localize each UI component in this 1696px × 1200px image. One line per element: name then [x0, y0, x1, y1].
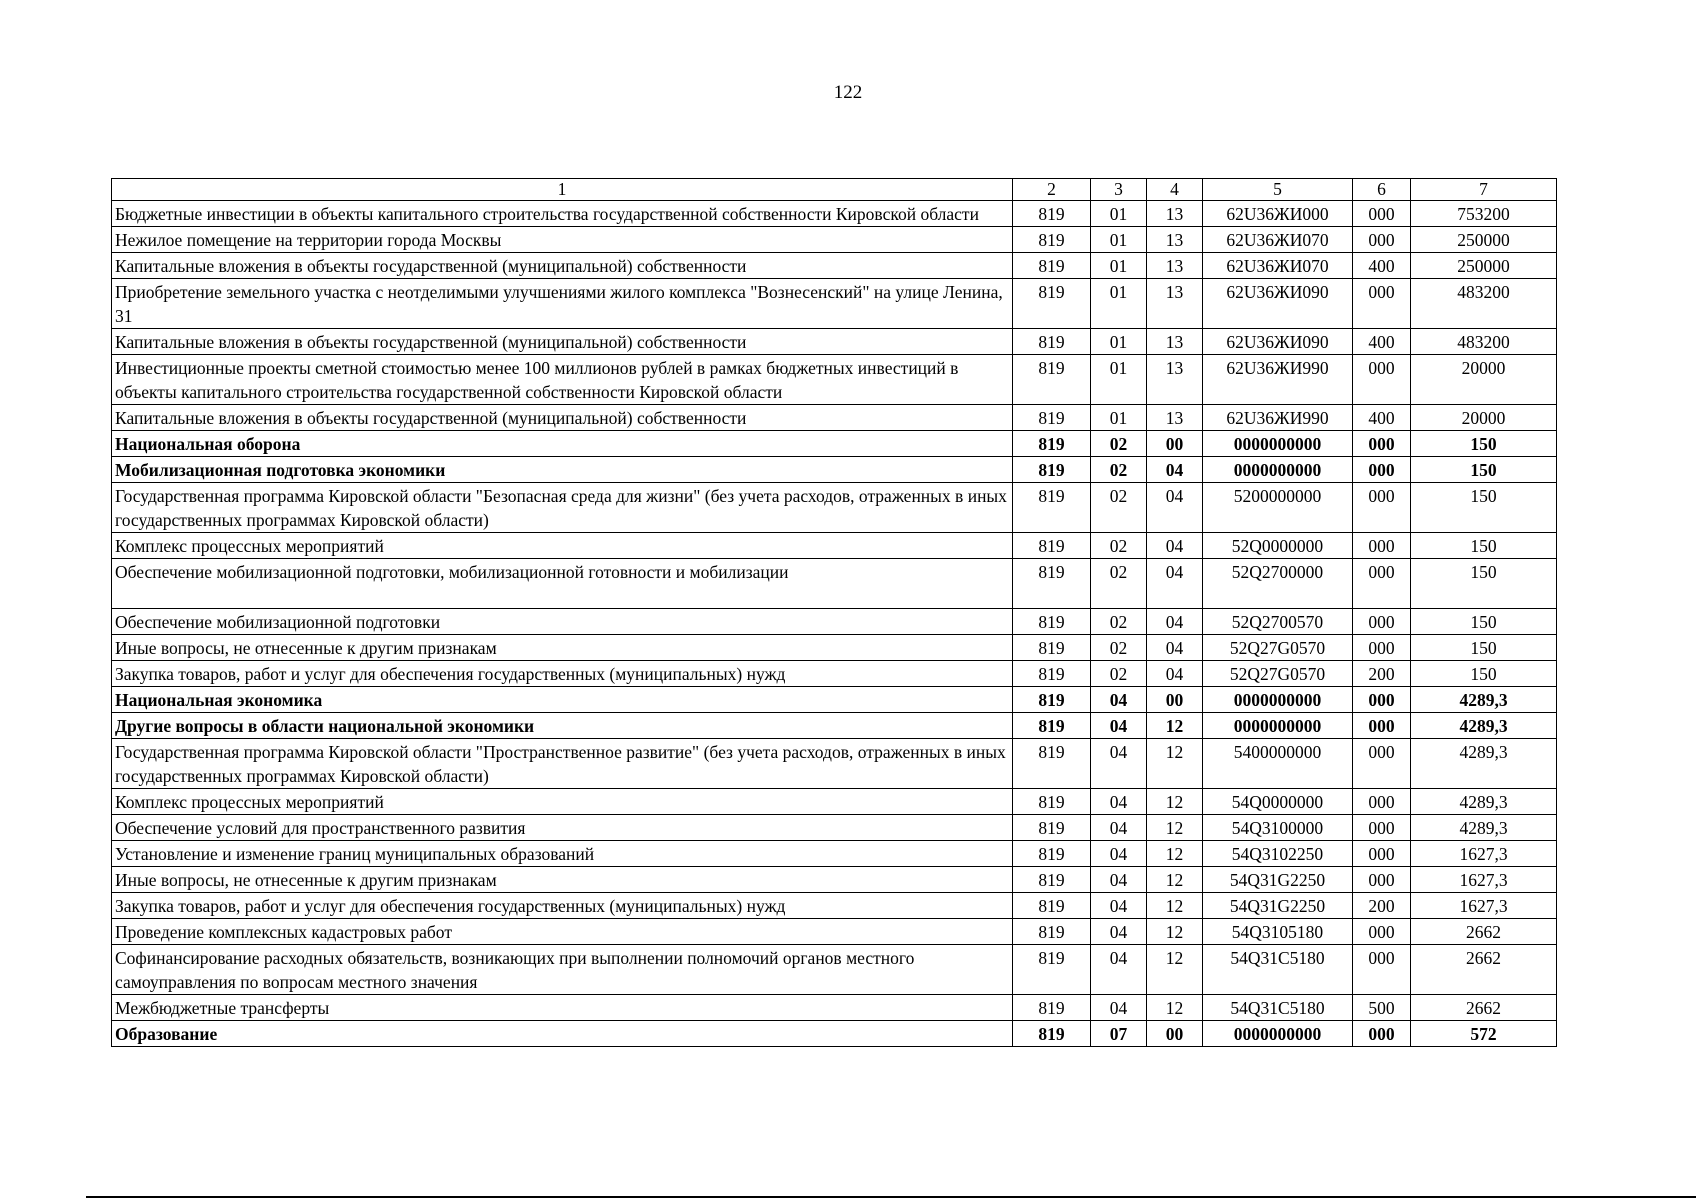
grbs-code: 819	[1013, 355, 1091, 405]
grbs-code: 819	[1013, 687, 1091, 713]
grbs-code: 819	[1013, 405, 1091, 431]
table-row	[112, 329, 1557, 355]
grbs-code: 819	[1013, 661, 1091, 687]
grbs-code: 819	[1013, 713, 1091, 739]
target-article-code: 0000000000	[1203, 1021, 1353, 1047]
row-name: Закупка товаров, работ и услуг для обеспечения государственных (муниципальных) нужд	[112, 893, 1013, 919]
section-code: 04	[1091, 867, 1147, 893]
grbs-code: 819	[1013, 789, 1091, 815]
table-row	[112, 789, 1557, 815]
column-header: 1	[112, 179, 1013, 201]
table-row	[112, 431, 1557, 457]
section-code: 01	[1091, 227, 1147, 253]
section-code: 04	[1091, 919, 1147, 945]
amount: 1627,3	[1411, 893, 1557, 919]
table-row	[112, 635, 1557, 661]
target-article-code: 54Q0000000	[1203, 789, 1353, 815]
subsection-code: 04	[1147, 483, 1203, 533]
table-row	[112, 279, 1557, 329]
target-article-code: 62U36ЖИ070	[1203, 253, 1353, 279]
target-article-code: 52Q27G0570	[1203, 661, 1353, 687]
section-code: 04	[1091, 945, 1147, 995]
section-code: 02	[1091, 431, 1147, 457]
table-row	[112, 841, 1557, 867]
expense-type-code: 000	[1353, 713, 1411, 739]
subsection-code: 04	[1147, 661, 1203, 687]
target-article-code: 54Q3105180	[1203, 919, 1353, 945]
target-article-code: 5200000000	[1203, 483, 1353, 533]
grbs-code: 819	[1013, 253, 1091, 279]
expense-type-code: 000	[1353, 279, 1411, 329]
section-code: 04	[1091, 995, 1147, 1021]
amount: 150	[1411, 661, 1557, 687]
row-name: Образование	[112, 1021, 1013, 1047]
expense-type-code: 400	[1353, 329, 1411, 355]
section-code: 02	[1091, 635, 1147, 661]
table-row	[112, 945, 1557, 995]
subsection-code: 04	[1147, 609, 1203, 635]
page-number: 122	[833, 82, 863, 103]
grbs-code: 819	[1013, 431, 1091, 457]
target-article-code: 62U36ЖИ000	[1203, 201, 1353, 227]
subsection-code: 12	[1147, 789, 1203, 815]
table-row	[112, 893, 1557, 919]
expense-type-code: 000	[1353, 431, 1411, 457]
row-name: Софинансирование расходных обязательств, возникающих при выполнении полномочий органов местного самоуправления по вопросам местного значения	[112, 945, 1013, 995]
target-article-code: 62U36ЖИ990	[1203, 355, 1353, 405]
row-name: Мобилизационная подготовка экономики	[112, 457, 1013, 483]
subsection-code: 00	[1147, 431, 1203, 457]
target-article-code: 62U36ЖИ070	[1203, 227, 1353, 253]
target-article-code: 62U36ЖИ990	[1203, 405, 1353, 431]
target-article-code: 5400000000	[1203, 739, 1353, 789]
section-code: 02	[1091, 483, 1147, 533]
row-name: Иные вопросы, не отнесенные к другим признакам	[112, 867, 1013, 893]
column-header: 6	[1353, 179, 1411, 201]
grbs-code: 819	[1013, 457, 1091, 483]
grbs-code: 819	[1013, 815, 1091, 841]
row-name: Закупка товаров, работ и услуг для обеспечения государственных (муниципальных) нужд	[112, 661, 1013, 687]
row-name: Иные вопросы, не отнесенные к другим признакам	[112, 635, 1013, 661]
grbs-code: 819	[1013, 559, 1091, 609]
subsection-code: 00	[1147, 687, 1203, 713]
table-row	[112, 713, 1557, 739]
amount: 20000	[1411, 405, 1557, 431]
subsection-code: 00	[1147, 1021, 1203, 1047]
column-header: 3	[1091, 179, 1147, 201]
expense-type-code: 400	[1353, 253, 1411, 279]
subsection-code: 13	[1147, 227, 1203, 253]
amount: 250000	[1411, 253, 1557, 279]
section-code: 04	[1091, 789, 1147, 815]
table-row	[112, 867, 1557, 893]
row-name: Национальная оборона	[112, 431, 1013, 457]
column-header: 7	[1411, 179, 1557, 201]
target-article-code: 62U36ЖИ090	[1203, 329, 1353, 355]
expense-type-code: 200	[1353, 661, 1411, 687]
section-code: 04	[1091, 739, 1147, 789]
expense-type-code: 000	[1353, 919, 1411, 945]
grbs-code: 819	[1013, 279, 1091, 329]
expense-type-code: 000	[1353, 201, 1411, 227]
section-code: 01	[1091, 279, 1147, 329]
amount: 2662	[1411, 995, 1557, 1021]
amount: 150	[1411, 635, 1557, 661]
table-row	[112, 815, 1557, 841]
target-article-code: 52Q2700570	[1203, 609, 1353, 635]
table-row	[112, 739, 1557, 789]
expense-type-code: 000	[1353, 815, 1411, 841]
grbs-code: 819	[1013, 533, 1091, 559]
amount: 2662	[1411, 919, 1557, 945]
subsection-code: 12	[1147, 841, 1203, 867]
row-name: Обеспечение мобилизационной подготовки, мобилизационной готовности и мобилизации	[112, 559, 1013, 609]
row-name: Нежилое помещение на территории города Москвы	[112, 227, 1013, 253]
subsection-code: 12	[1147, 945, 1203, 995]
section-code: 04	[1091, 841, 1147, 867]
subsection-code: 13	[1147, 201, 1203, 227]
grbs-code: 819	[1013, 609, 1091, 635]
target-article-code: 0000000000	[1203, 431, 1353, 457]
amount: 150	[1411, 533, 1557, 559]
expense-type-code: 500	[1353, 995, 1411, 1021]
target-article-code: 62U36ЖИ090	[1203, 279, 1353, 329]
table-row	[112, 253, 1557, 279]
grbs-code: 819	[1013, 1021, 1091, 1047]
grbs-code: 819	[1013, 867, 1091, 893]
grbs-code: 819	[1013, 995, 1091, 1021]
section-code: 02	[1091, 609, 1147, 635]
subsection-code: 13	[1147, 279, 1203, 329]
subsection-code: 04	[1147, 559, 1203, 609]
target-article-code: 0000000000	[1203, 687, 1353, 713]
table-row	[112, 227, 1557, 253]
grbs-code: 819	[1013, 635, 1091, 661]
expense-type-code: 000	[1353, 559, 1411, 609]
section-code: 01	[1091, 329, 1147, 355]
row-name: Инвестиционные проекты сметной стоимостью менее 100 миллионов рублей в рамках бюджетных инвестиций в объекты капитального строительства государственной собственности Кировской области	[112, 355, 1013, 405]
table-row	[112, 919, 1557, 945]
subsection-code: 12	[1147, 893, 1203, 919]
amount: 4289,3	[1411, 739, 1557, 789]
row-name: Обеспечение мобилизационной подготовки	[112, 609, 1013, 635]
row-name: Национальная экономика	[112, 687, 1013, 713]
expense-type-code: 000	[1353, 789, 1411, 815]
subsection-code: 13	[1147, 329, 1203, 355]
section-code: 02	[1091, 559, 1147, 609]
section-code: 02	[1091, 533, 1147, 559]
row-name: Межбюджетные трансферты	[112, 995, 1013, 1021]
target-article-code: 54Q31G2250	[1203, 867, 1353, 893]
section-code: 04	[1091, 815, 1147, 841]
target-article-code: 52Q2700000	[1203, 559, 1353, 609]
expense-type-code: 000	[1353, 533, 1411, 559]
budget-table	[111, 178, 1557, 1047]
row-name: Капитальные вложения в объекты государственной (муниципальной) собственности	[112, 253, 1013, 279]
amount: 20000	[1411, 355, 1557, 405]
target-article-code: 54Q31C5180	[1203, 995, 1353, 1021]
subsection-code: 12	[1147, 713, 1203, 739]
expense-type-code: 000	[1353, 867, 1411, 893]
amount: 250000	[1411, 227, 1557, 253]
expense-type-code: 000	[1353, 483, 1411, 533]
row-name: Другие вопросы в области национальной экономики	[112, 713, 1013, 739]
section-code: 01	[1091, 201, 1147, 227]
grbs-code: 819	[1013, 841, 1091, 867]
subsection-code: 13	[1147, 253, 1203, 279]
target-article-code: 54Q31C5180	[1203, 945, 1353, 995]
table-row	[112, 201, 1557, 227]
row-name: Капитальные вложения в объекты государственной (муниципальной) собственности	[112, 405, 1013, 431]
section-code: 01	[1091, 253, 1147, 279]
target-article-code: 0000000000	[1203, 713, 1353, 739]
amount: 753200	[1411, 201, 1557, 227]
grbs-code: 819	[1013, 945, 1091, 995]
expense-type-code: 000	[1353, 687, 1411, 713]
target-article-code: 54Q3102250	[1203, 841, 1353, 867]
section-code: 02	[1091, 457, 1147, 483]
subsection-code: 13	[1147, 355, 1203, 405]
section-code: 04	[1091, 687, 1147, 713]
grbs-code: 819	[1013, 329, 1091, 355]
subsection-code: 12	[1147, 995, 1203, 1021]
subsection-code: 04	[1147, 635, 1203, 661]
expense-type-code: 000	[1353, 945, 1411, 995]
target-article-code: 52Q0000000	[1203, 533, 1353, 559]
target-article-code: 52Q27G0570	[1203, 635, 1353, 661]
amount: 572	[1411, 1021, 1557, 1047]
grbs-code: 819	[1013, 227, 1091, 253]
amount: 2662	[1411, 945, 1557, 995]
expense-type-code: 000	[1353, 355, 1411, 405]
expense-type-code: 000	[1353, 227, 1411, 253]
amount: 150	[1411, 457, 1557, 483]
amount: 4289,3	[1411, 815, 1557, 841]
amount: 150	[1411, 483, 1557, 533]
grbs-code: 819	[1013, 201, 1091, 227]
subsection-code: 12	[1147, 867, 1203, 893]
row-name: Установление и изменение границ муниципальных образований	[112, 841, 1013, 867]
table-row	[112, 661, 1557, 687]
table-body	[112, 201, 1557, 1047]
expense-type-code: 000	[1353, 841, 1411, 867]
row-name: Обеспечение условий для пространственного развития	[112, 815, 1013, 841]
table-row	[112, 405, 1557, 431]
table-row	[112, 483, 1557, 533]
row-name: Капитальные вложения в объекты государственной (муниципальной) собственности	[112, 329, 1013, 355]
target-article-code: 54Q31G2250	[1203, 893, 1353, 919]
table-row	[112, 609, 1557, 635]
column-header: 4	[1147, 179, 1203, 201]
expense-type-code: 400	[1353, 405, 1411, 431]
expense-type-code: 000	[1353, 457, 1411, 483]
grbs-code: 819	[1013, 919, 1091, 945]
target-article-code: 0000000000	[1203, 457, 1353, 483]
amount: 150	[1411, 559, 1557, 609]
row-name: Комплекс процессных мероприятий	[112, 533, 1013, 559]
section-code: 01	[1091, 405, 1147, 431]
amount: 4289,3	[1411, 789, 1557, 815]
expense-type-code: 000	[1353, 739, 1411, 789]
table-row	[112, 457, 1557, 483]
section-code: 02	[1091, 661, 1147, 687]
grbs-code: 819	[1013, 483, 1091, 533]
bottom-rule	[86, 1196, 1696, 1198]
target-article-code: 54Q3100000	[1203, 815, 1353, 841]
grbs-code: 819	[1013, 893, 1091, 919]
section-code: 07	[1091, 1021, 1147, 1047]
amount: 483200	[1411, 279, 1557, 329]
expense-type-code: 200	[1353, 893, 1411, 919]
amount: 483200	[1411, 329, 1557, 355]
section-code: 04	[1091, 893, 1147, 919]
table-row	[112, 687, 1557, 713]
table-row	[112, 1021, 1557, 1047]
amount: 1627,3	[1411, 841, 1557, 867]
expense-type-code: 000	[1353, 609, 1411, 635]
table-row	[112, 533, 1557, 559]
table-row	[112, 559, 1557, 609]
subsection-code: 04	[1147, 533, 1203, 559]
subsection-code: 12	[1147, 815, 1203, 841]
column-header: 2	[1013, 179, 1091, 201]
amount: 1627,3	[1411, 867, 1557, 893]
row-name: Проведение комплексных кадастровых работ	[112, 919, 1013, 945]
amount: 150	[1411, 609, 1557, 635]
table-row	[112, 995, 1557, 1021]
row-name: Бюджетные инвестиции в объекты капитального строительства государственной собственности Кировской области	[112, 201, 1013, 227]
amount: 4289,3	[1411, 687, 1557, 713]
expense-type-code: 000	[1353, 1021, 1411, 1047]
table-header-row	[112, 179, 1557, 201]
section-code: 01	[1091, 355, 1147, 405]
row-name: Приобретение земельного участка с неотделимыми улучшениями жилого комплекса "Вознесенский" на улице Ленина, 31	[112, 279, 1013, 329]
row-name: Государственная программа Кировской области "Пространственное развитие" (без учета расходов, отраженных в иных государственных программах Кировской области)	[112, 739, 1013, 789]
grbs-code: 819	[1013, 739, 1091, 789]
section-code: 04	[1091, 713, 1147, 739]
column-header: 5	[1203, 179, 1353, 201]
amount: 4289,3	[1411, 713, 1557, 739]
expense-type-code: 000	[1353, 635, 1411, 661]
amount: 150	[1411, 431, 1557, 457]
subsection-code: 12	[1147, 739, 1203, 789]
subsection-code: 12	[1147, 919, 1203, 945]
row-name: Комплекс процессных мероприятий	[112, 789, 1013, 815]
subsection-code: 13	[1147, 405, 1203, 431]
row-name: Государственная программа Кировской области "Безопасная среда для жизни" (без учета расходов, отраженных в иных государственных программах Кировской области)	[112, 483, 1013, 533]
table-row	[112, 355, 1557, 405]
subsection-code: 04	[1147, 457, 1203, 483]
